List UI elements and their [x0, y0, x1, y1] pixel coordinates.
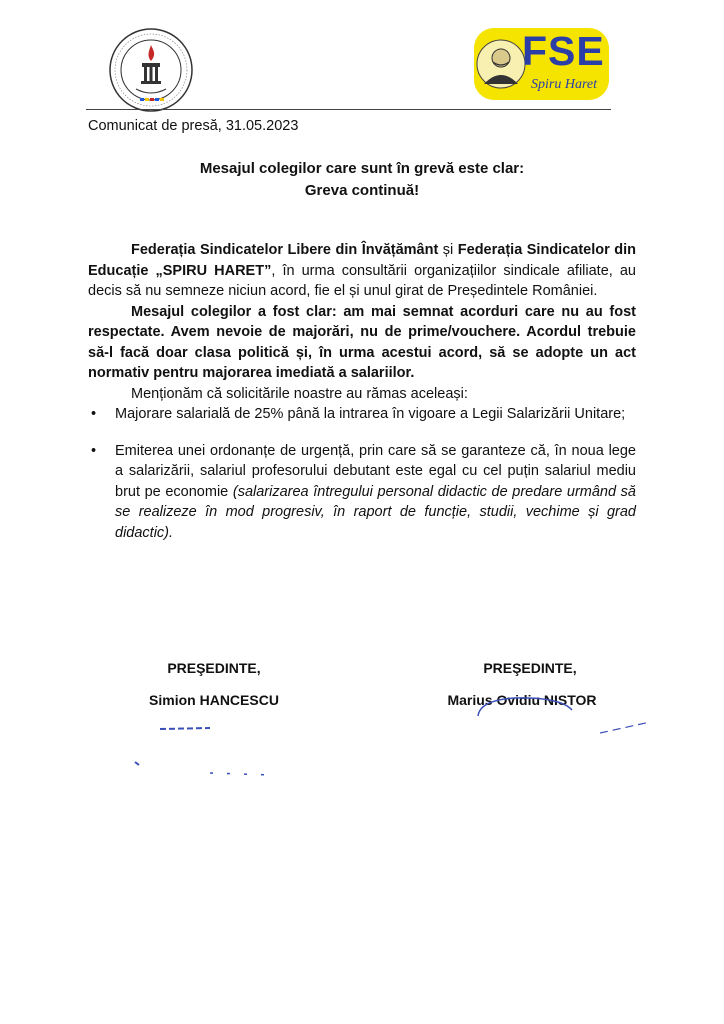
- fse-subtitle: Spiru Haret: [531, 77, 597, 92]
- left-signature-dot: [135, 762, 139, 765]
- paragraph-3: Menționăm că solicitările noastre au rămas aceleași:: [131, 385, 468, 402]
- left-signature-stroke: [160, 728, 210, 729]
- fsli-name: Federația Sindicatelor Libere din Învățământ: [131, 242, 439, 258]
- right-signatory-title: PREŞEDINTE,: [483, 660, 577, 676]
- release-date-line: Comunicat de presă, 31.05.2023: [88, 118, 299, 134]
- header-divider: [86, 109, 611, 110]
- right-signatory-name: Marius Ovidiu NISTOR: [447, 692, 597, 708]
- demands-list: [88, 404, 636, 543]
- bullet-icon: •: [91, 442, 97, 459]
- title-line-2: Greva continuă!: [304, 182, 420, 199]
- fse-acronym: FSE: [522, 28, 605, 74]
- paragraph-2: Mesajul colegilor a fost clar: am mai semnat acorduri care nu au fost respectate. Avem nevoie de majorări, nu de prime/vouchere. Acordul trebuie să-l facă doar clasa politică și, în urma acestui acord, să se adopte un act normativ pentru majorarea imediată a salariilor.: [88, 303, 636, 381]
- left-signatory-name: Simion HANCESCU: [149, 692, 279, 708]
- right-signature-tail: [600, 722, 650, 733]
- left-signatory-title: PREŞEDINTE,: [167, 660, 261, 676]
- bullet-icon: •: [91, 406, 97, 422]
- list-item: • Emiterea unei ordonanțe de urgență, prin care să se garanteze că, în noua lege a salarizării, salariul profesorului debutant este egal cu cel puțin salariul mediu brut pe economie (salarizarea întregului personal didactic de predare urmând să se realizeze în mod progresiv, în raport de funcție, studii, vechime și grad didactic).: [91, 442, 636, 541]
- body-text: [88, 240, 636, 543]
- left-signature-stroke-2: [210, 773, 272, 775]
- fsli-logo: [108, 27, 194, 113]
- paragraph-1: Federația Sindicatelor Libere din Învățământ și Federația Sindicatelor din Educație „SPIRU HARET”, în urma consultării organizațiilor sindicale afiliate, au decis să nu semneze niciun acord, fie el și unul girat de Președintele României.: [88, 242, 636, 299]
- fse-name: Federația Sindicatelor din Educație „SPIRU HARET”: [88, 242, 636, 279]
- list-item: • Majorare salarială de 25% până la intrarea în vigoare a Legii Salarizării Unitare;: [88, 404, 636, 425]
- title-line-1: Mesajul colegilor care sunt în grevă este clar:: [199, 160, 525, 177]
